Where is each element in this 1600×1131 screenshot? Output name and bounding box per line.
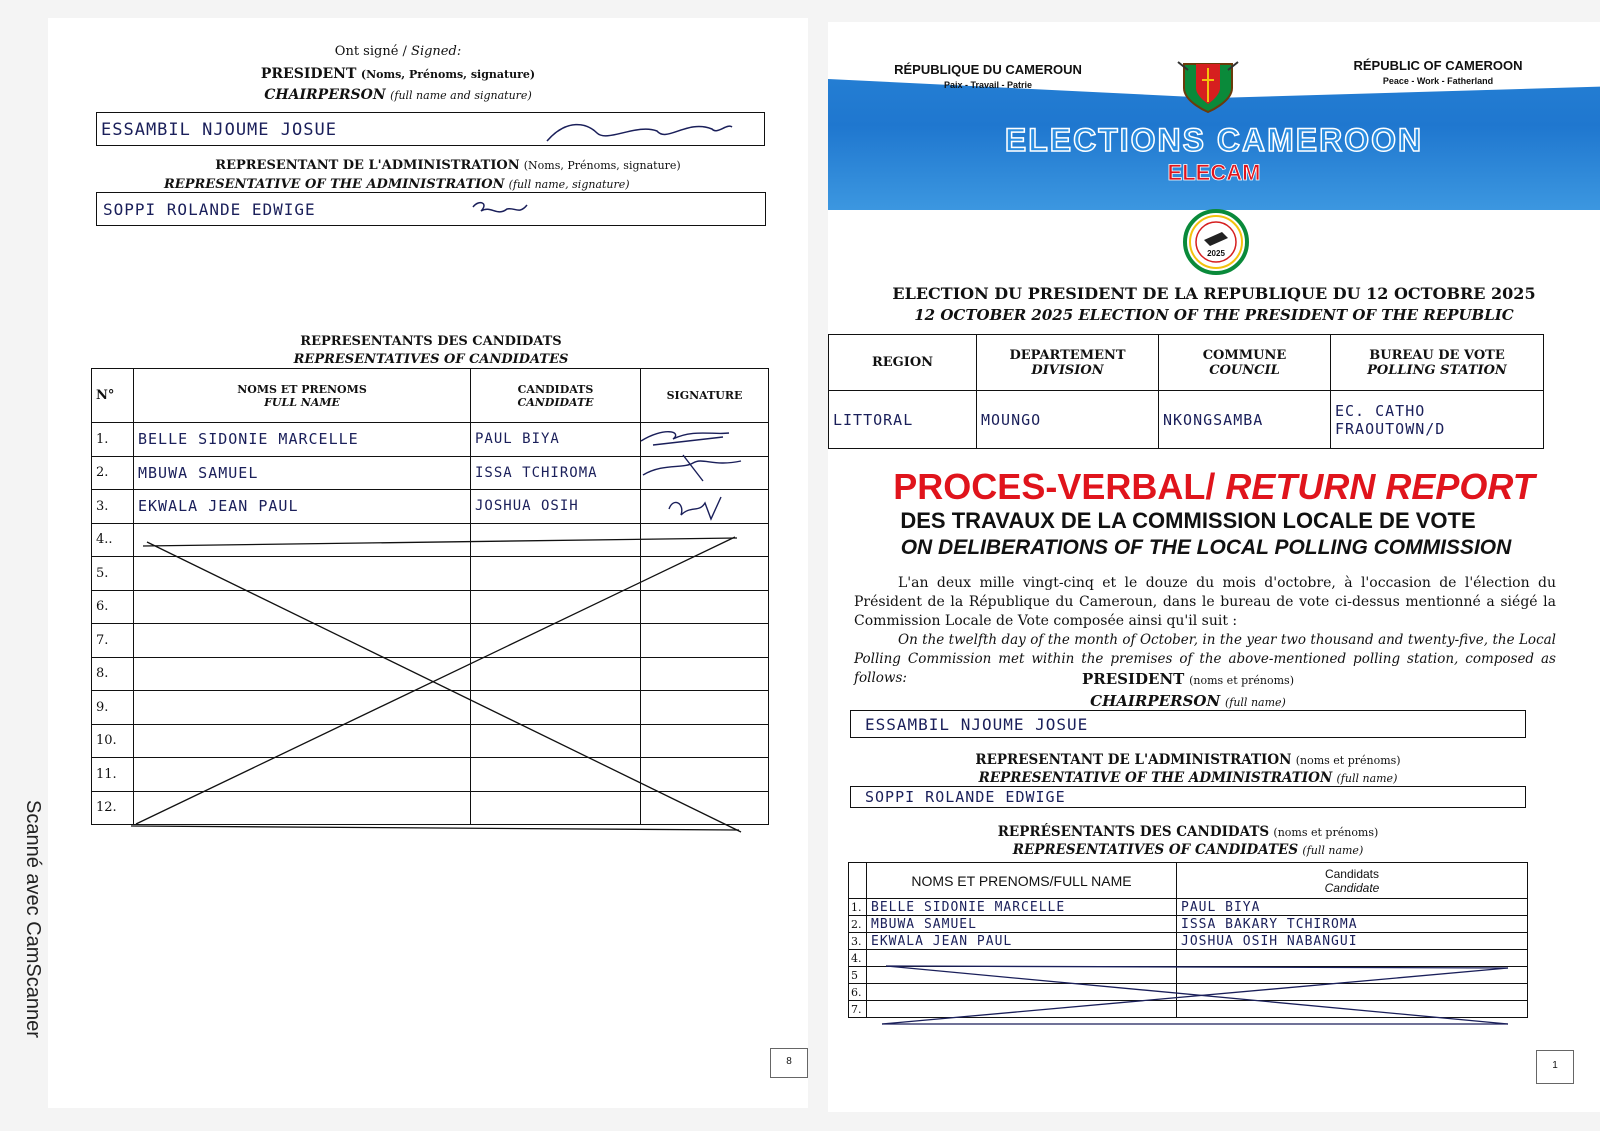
rp-strike-lines <box>868 960 1528 1040</box>
rp-rep-name: BELLE SIDONIE MARCELLE <box>867 899 1177 916</box>
rp-page-number: 1 <box>1536 1050 1574 1084</box>
admin-field <box>96 192 766 226</box>
rp-president-label-fr: PRESIDENT (noms et prénoms) <box>1081 670 1294 688</box>
rp-table-row <box>849 916 1528 933</box>
left-page <box>48 18 808 1108</box>
rp-row-number: 5 <box>849 967 867 984</box>
coat-of-arms-logo <box>1176 58 1240 116</box>
logo-year: 2025 <box>1207 249 1225 258</box>
location-header-fr: BUREAU DE VOTE <box>1369 347 1505 363</box>
rp-row-number: 7. <box>849 1001 867 1018</box>
rp-table-row <box>849 899 1528 916</box>
body-text-en: On the twelfth day of the month of October, in the year two thousand and twenty-five, the Local Polling Commission met within the premises of the above-mentioned polling station, composed as follows: <box>854 632 1556 686</box>
rp-rep-name: EKWALA JEAN PAUL <box>867 933 1177 950</box>
republic-fr: RÉPUBLIQUE DU CAMEROUN <box>894 62 1082 77</box>
location-value-cell: LITTORAL <box>829 391 977 449</box>
admin-label-en: REPRESENTATIVE OF THE ADMINISTRATION (full name, signature) <box>164 177 630 192</box>
rep-name: BELLE SIDONIE MARCELLE <box>134 423 471 457</box>
col-header-candidate: CANDIDATS CANDIDATE <box>471 369 641 423</box>
rep-name: MBUWA SAMUEL <box>134 456 471 490</box>
rp-row-number: 3. <box>849 933 867 950</box>
admin-name: SOPPI ROLANDE EDWIGE <box>103 200 316 219</box>
rp-col-header-names: NOMS ET PRENOMS/FULL NAME <box>867 863 1177 899</box>
location-header-cell <box>1159 335 1331 391</box>
admin-signature <box>467 197 537 223</box>
rp-president-name: ESSAMBIL NJOUME JOSUE <box>865 715 1089 734</box>
rp-row-number: 2. <box>849 916 867 933</box>
row-number: 8. <box>92 657 134 691</box>
election-logo <box>1182 208 1250 276</box>
president-field <box>96 112 765 146</box>
candidate-name: ISSA TCHIROMA <box>471 456 641 490</box>
rp-candidate-name: PAUL BIYA <box>1177 899 1528 916</box>
election-title-en: 12 OCTOBER 2025 ELECTION OF THE PRESIDENT OF THE REPUBLIC <box>914 306 1514 324</box>
rp-rep-name: MBUWA SAMUEL <box>867 916 1177 933</box>
col-header-signature: SIGNATURE <box>641 369 769 423</box>
rp-admin-label-fr: REPRESENTANT DE L'ADMINISTRATION (noms et prénoms) <box>975 752 1401 768</box>
republic-en: RÉPUBLIC OF CAMEROON <box>1353 58 1523 73</box>
page-number: 8 <box>770 1048 808 1078</box>
signed-heading: Ont signé / Signed: <box>334 44 462 59</box>
location-value-cell: EC. CATHO FRAOUTOWN/D <box>1331 391 1544 449</box>
election-title-fr: ELECTION DU PRESIDENT DE LA REPUBLIQUE DU 12 OCTOBRE 2025 <box>892 284 1536 303</box>
president-name: ESSAMBIL NJOUME JOSUE <box>101 120 337 140</box>
location-header-en: DIVISION <box>1031 362 1104 378</box>
location-header-cell <box>1331 335 1544 391</box>
pv-title: PROCES-VERBAL/ RETURN REPORT <box>893 466 1535 507</box>
location-header-en: POLLING STATION <box>1367 362 1507 378</box>
rp-admin-label-en: REPRESENTATIVE OF THE ADMINISTRATION (full name) <box>978 770 1398 786</box>
admin-label-fr: REPRESENTANT DE L'ADMINISTRATION (Noms, Prénoms, signature) <box>215 158 681 173</box>
rp-admin-name: SOPPI ROLANDE EDWIGE <box>865 788 1066 806</box>
row-number: 7. <box>92 624 134 658</box>
row-number: 3. <box>92 490 134 524</box>
row-number: 1. <box>92 423 134 457</box>
rp-reps-label-en: REPRESENTATIVES OF CANDIDATES (full name) <box>1012 842 1364 858</box>
body-text-fr: L'an deux mille vingt-cinq et le douze du mois d'octobre, à l'occasion de l'élection du Président de la République du Cameroun, dans le bureau de vote ci-dessus mentionné a siégé la Commission Locale de Vote composée ainsi qu'il suit : <box>854 575 1556 629</box>
rp-president-field <box>850 710 1526 738</box>
col-header-no: N° <box>92 369 134 423</box>
rp-president-label-en: CHAIRPERSON (full name) <box>1090 692 1286 710</box>
rp-table-row <box>849 933 1528 950</box>
rp-admin-field <box>850 786 1526 808</box>
location-header-fr: REGION <box>871 355 934 370</box>
elecam-title: ELECAM <box>1167 160 1261 185</box>
president-signature <box>537 113 737 147</box>
row-number: 4.. <box>92 523 134 557</box>
reps-label-fr: REPRESENTANTS DES CANDIDATS <box>300 334 562 349</box>
rp-col-header-no <box>849 863 867 899</box>
rp-col-header-candidate: Candidats Candidate <box>1177 863 1528 899</box>
location-value-cell: MOUNGO <box>977 391 1159 449</box>
president-label-en: CHAIRPERSON (full name and signature) <box>264 87 532 103</box>
right-page <box>828 22 1600 1112</box>
row-number: 6. <box>92 590 134 624</box>
rp-table-header-row <box>849 863 1528 899</box>
location-header-cell <box>977 335 1159 391</box>
candidate-name: JOSHUA OSIH <box>471 490 641 524</box>
table-header-row <box>92 369 769 423</box>
location-header-fr: DEPARTEMENT <box>1009 347 1126 363</box>
location-values-row <box>829 391 1544 449</box>
col-header-names: NOMS ET PRENOMS FULL NAME <box>134 369 471 423</box>
rep-signatures <box>633 423 753 533</box>
location-header-fr: COMMUNE <box>1202 347 1287 363</box>
row-number: 11. <box>92 758 134 792</box>
pv-subtitle-en: ON DELIBERATIONS OF THE LOCAL POLLING COMMISSION <box>900 536 1512 559</box>
row-number: 5. <box>92 557 134 591</box>
pv-subtitle-fr: DES TRAVAUX DE LA COMMISSION LOCALE DE VOTE <box>900 508 1476 533</box>
rp-row-number: 1. <box>849 899 867 916</box>
location-header-en: COUNCIL <box>1209 362 1280 378</box>
president-label-fr: PRESIDENT (Noms, Prénoms, signature) <box>260 66 536 82</box>
rp-candidate-name: ISSA BAKARY TCHIROMA <box>1177 916 1528 933</box>
motto-en: Peace - Work - Fatherland <box>1382 76 1494 86</box>
rep-name: EKWALA JEAN PAUL <box>134 490 471 524</box>
row-number: 2. <box>92 456 134 490</box>
location-value-cell: NKONGSAMBA <box>1159 391 1331 449</box>
location-header-cell <box>829 335 977 391</box>
location-header-row <box>829 335 1544 391</box>
row-number: 10. <box>92 724 134 758</box>
rp-candidate-name: JOSHUA OSIH NABANGUI <box>1177 933 1528 950</box>
rp-reps-label-fr: REPRÉSENTANTS DES CANDIDATS (noms et prénoms) <box>997 824 1379 840</box>
location-table <box>828 334 1544 449</box>
rp-row-number: 4. <box>849 950 867 967</box>
candidate-name: PAUL BIYA <box>471 423 641 457</box>
motto-fr: Paix - Travail - Patrie <box>943 80 1033 90</box>
row-number: 9. <box>92 691 134 725</box>
rp-row-number: 6. <box>849 984 867 1001</box>
camscanner-watermark: Scanné avec CamScanner <box>22 800 44 1038</box>
elections-cameroon-title: ELECTIONS CAMEROON <box>1004 122 1424 158</box>
reps-label-en: REPRESENTATIVES OF CANDIDATES <box>293 352 569 367</box>
row-number: 12. <box>92 791 134 825</box>
